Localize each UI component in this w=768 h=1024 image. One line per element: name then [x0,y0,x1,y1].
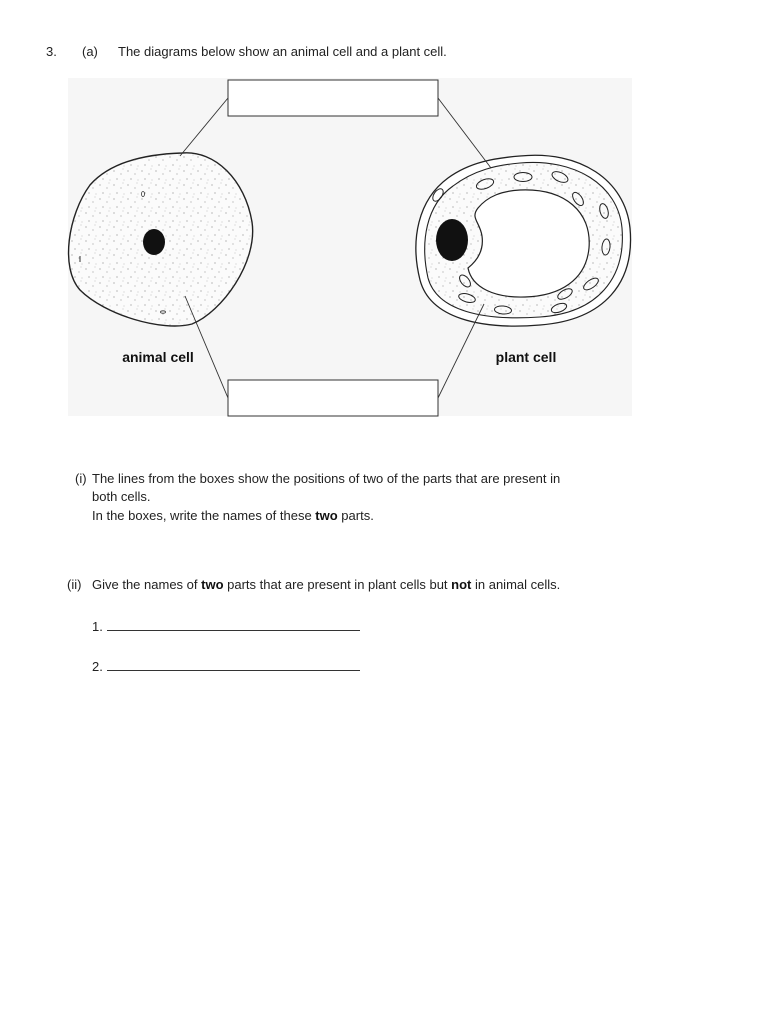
part-i-instruction [92,507,374,525]
top-answer-box[interactable] [228,80,438,116]
vacuole [468,190,589,297]
part-ii-marker: (ii) [67,577,82,592]
part-ii-post: in animal cells. [471,577,561,592]
question-intro: The diagrams below show an animal cell and a plant cell. [118,44,447,59]
answer-1-line[interactable] [107,630,360,631]
animal-cell-label: animal cell [122,349,194,365]
plant-cell-label: plant cell [495,349,557,365]
part-i-instruction-bold: two [315,508,338,523]
part-i-line2: both cells. [92,489,151,504]
part-ii-bold-not: not [451,577,472,592]
question-number: 3. [46,44,57,59]
part-i-marker: (i) [75,471,87,486]
bottom-answer-box[interactable] [228,380,438,416]
answer-1-label: 1. [92,619,103,634]
part-i-instruction-pre: In the boxes, write the names of these [92,508,316,523]
part-ii-mid: parts that are present in plant cells but [223,577,452,592]
plant-nucleus [436,219,468,261]
plant-cell [416,155,631,326]
part-i-instruction-post: parts. [337,508,374,523]
answer-2-label: 2. [92,659,103,674]
answer-2-line[interactable] [107,670,360,671]
part-ii-pre: Give the names of [92,577,202,592]
question-part: (a) [82,44,98,59]
part-ii-bold-two: two [201,577,224,592]
animal-nucleus [143,229,165,255]
part-i-line1: The lines from the boxes show the positions of two of the parts that are present in [92,471,561,486]
part-ii-question [92,576,560,594]
